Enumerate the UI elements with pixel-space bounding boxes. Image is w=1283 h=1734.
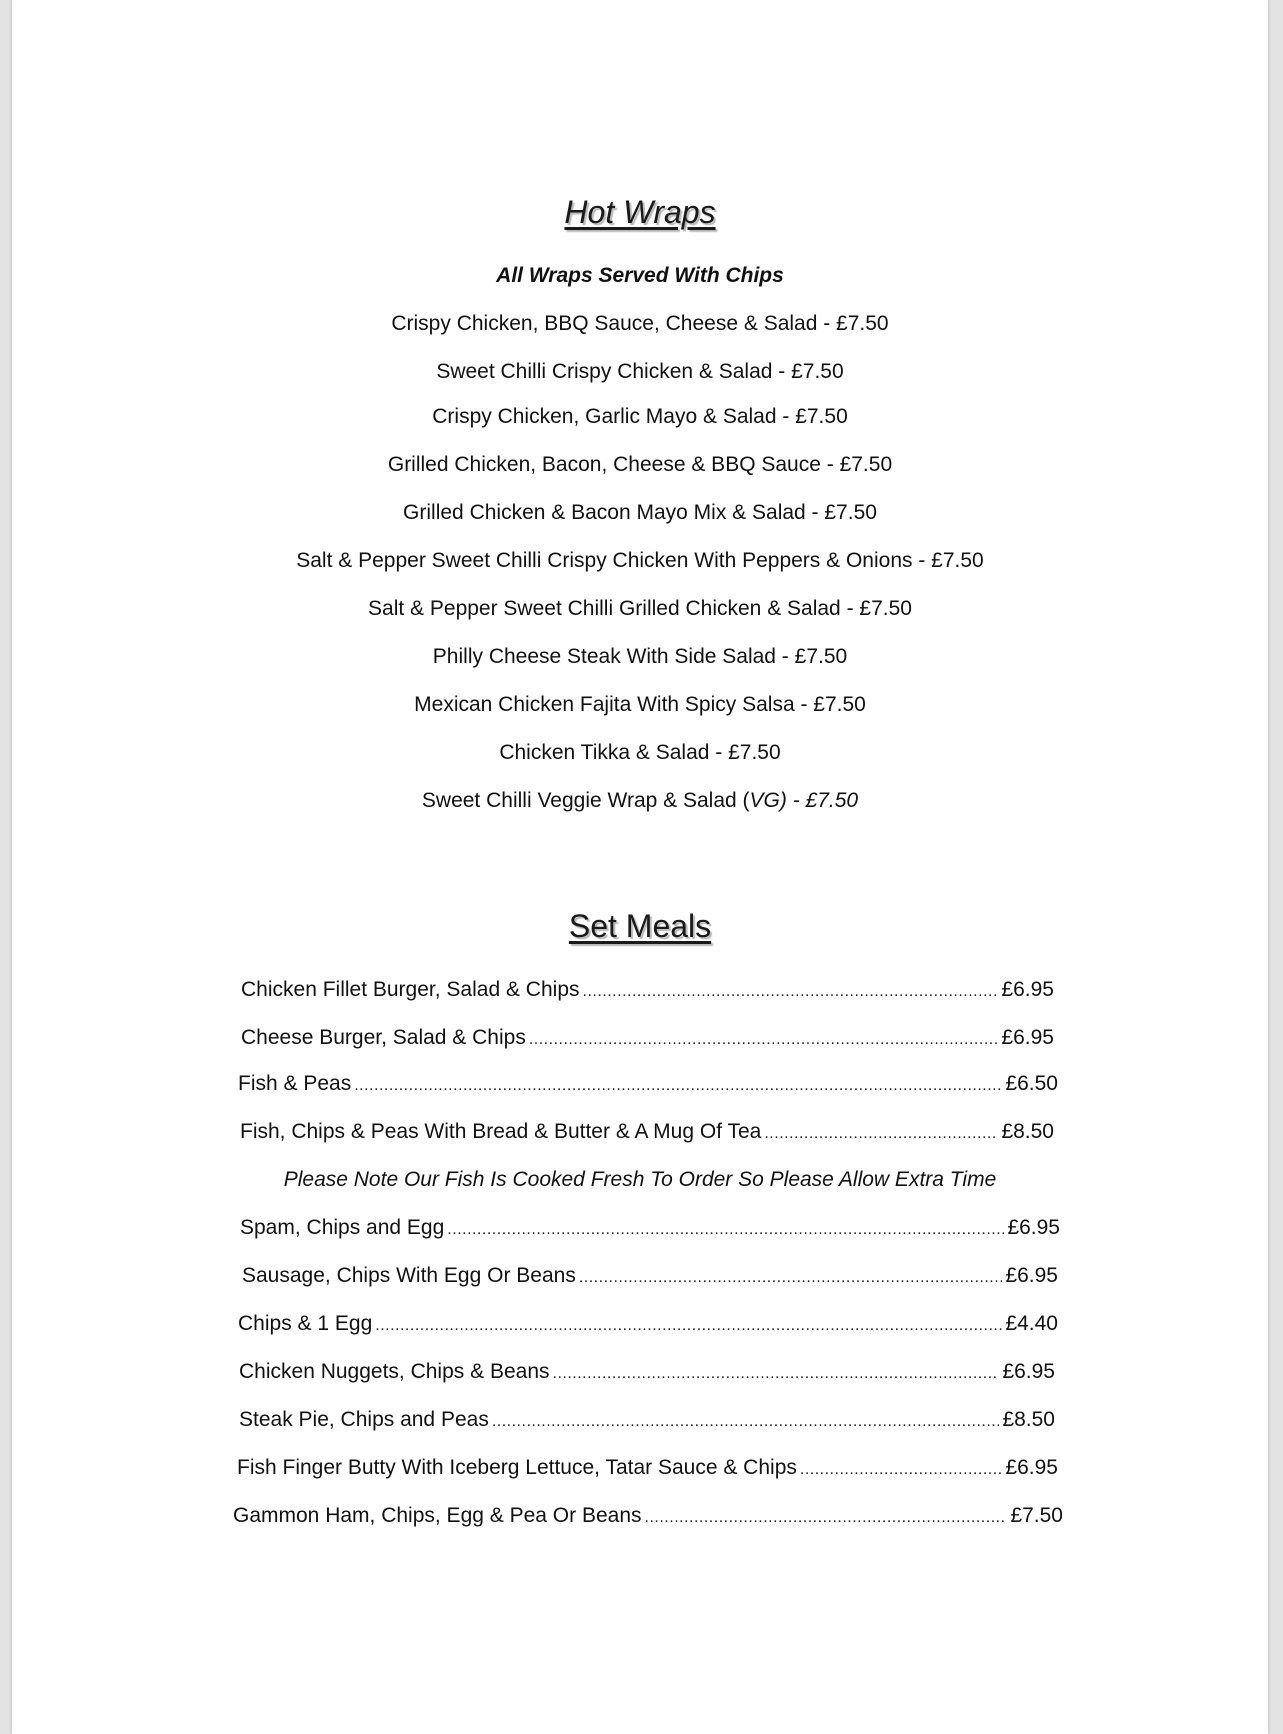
meal-price: £6.95 (1007, 1216, 1060, 1239)
meal-price: £6.95 (1005, 1264, 1058, 1287)
wrap-item: Salt & Pepper Sweet Chilli Grilled Chicken & Salad - £7.50 (368, 597, 912, 620)
wrap-item: Crispy Chicken, BBQ Sauce, Cheese & Salad - £7.50 (391, 312, 889, 335)
meal-price: £7.50 (1010, 1504, 1063, 1527)
meal-name: Steak Pie, Chips and Peas (239, 1408, 489, 1431)
meal-name: Fish Finger Butty With Iceberg Lettuce, Tatar Sauce & Chips (237, 1456, 797, 1479)
meal-row (239, 1407, 1055, 1435)
meal-name: Spam, Chips and Egg (240, 1216, 445, 1239)
meal-name: Cheese Burger, Salad & Chips (241, 1026, 526, 1049)
wrap-item: Chicken Tikka & Salad - £7.50 (499, 741, 781, 764)
set-meals-title: Set Meals (568, 908, 712, 944)
hot-wraps-subtitle: All Wraps Served With Chips (496, 264, 784, 287)
dot-leader (764, 1121, 998, 1147)
dot-leader (492, 1409, 1000, 1435)
meal-row (239, 1359, 1055, 1387)
meal-price: £6.95 (1002, 1360, 1055, 1383)
wrap-item-veggie-main: Sweet Chilli Veggie Wrap & Salad ( (421, 789, 750, 812)
dot-leader (529, 1027, 999, 1053)
meal-price: £6.95 (1001, 978, 1054, 1001)
meal-name: Sausage, Chips With Egg Or Beans (242, 1264, 576, 1287)
dot-leader (800, 1457, 1003, 1483)
wrap-item: Salt & Pepper Sweet Chilli Crispy Chicken With Peppers & Onions - £7.50 (296, 549, 984, 572)
meal-price: £8.50 (1001, 1120, 1054, 1143)
meal-name: Gammon Ham, Chips, Egg & Pea Or Beans (233, 1504, 642, 1527)
meal-row (238, 1311, 1058, 1339)
wrap-item: Crispy Chicken, Garlic Mayo & Salad - £7.50 (432, 405, 848, 428)
meal-price: £6.50 (1005, 1072, 1058, 1095)
meal-name: Fish, Chips & Peas With Bread & Butter & A Mug Of Tea (240, 1120, 762, 1143)
hot-wraps-title: Hot Wraps (564, 194, 716, 230)
meal-row (233, 1503, 1063, 1531)
wrap-item: Mexican Chicken Fajita With Spicy Salsa - £7.50 (414, 693, 866, 716)
wrap-item: Grilled Chicken, Bacon, Cheese & BBQ Sauce - £7.50 (387, 453, 893, 476)
fish-note: Please Note Our Fish Is Cooked Fresh To Order So Please Allow Extra Time (283, 1168, 997, 1191)
dot-leader (375, 1313, 1002, 1339)
meal-name: Chips & 1 Egg (238, 1312, 373, 1335)
wrap-item-veggie-italic: VG) - £7.50 (749, 789, 859, 812)
meal-price: £8.50 (1002, 1408, 1055, 1431)
meal-price: £6.95 (1005, 1456, 1058, 1479)
dot-leader (354, 1073, 1002, 1099)
meal-row (240, 1215, 1060, 1243)
wrap-item-veggie (12, 788, 1268, 814)
menu-page (12, 0, 1268, 1734)
dot-leader (579, 1265, 1003, 1291)
wrap-item: Philly Cheese Steak With Side Salad - £7.50 (432, 645, 848, 668)
meal-price: £4.40 (1005, 1312, 1058, 1335)
meal-row (237, 1455, 1058, 1483)
meal-price: £6.95 (1001, 1026, 1054, 1049)
dot-leader (447, 1217, 1004, 1243)
wrap-item: Grilled Chicken & Bacon Mayo Mix & Salad - £7.50 (403, 501, 877, 524)
dot-leader (583, 979, 999, 1005)
meal-name: Fish & Peas (238, 1072, 352, 1095)
meal-row (242, 1263, 1058, 1291)
dot-leader (553, 1361, 1000, 1387)
meal-row (240, 1119, 1054, 1147)
meal-row (241, 1025, 1054, 1053)
meal-name: Chicken Fillet Burger, Salad & Chips (241, 978, 580, 1001)
meal-row (238, 1071, 1058, 1099)
meal-row (241, 977, 1054, 1005)
dot-leader (645, 1505, 1008, 1531)
meal-name: Chicken Nuggets, Chips & Beans (239, 1360, 550, 1383)
wrap-item: Sweet Chilli Crispy Chicken & Salad - £7.50 (436, 360, 844, 383)
